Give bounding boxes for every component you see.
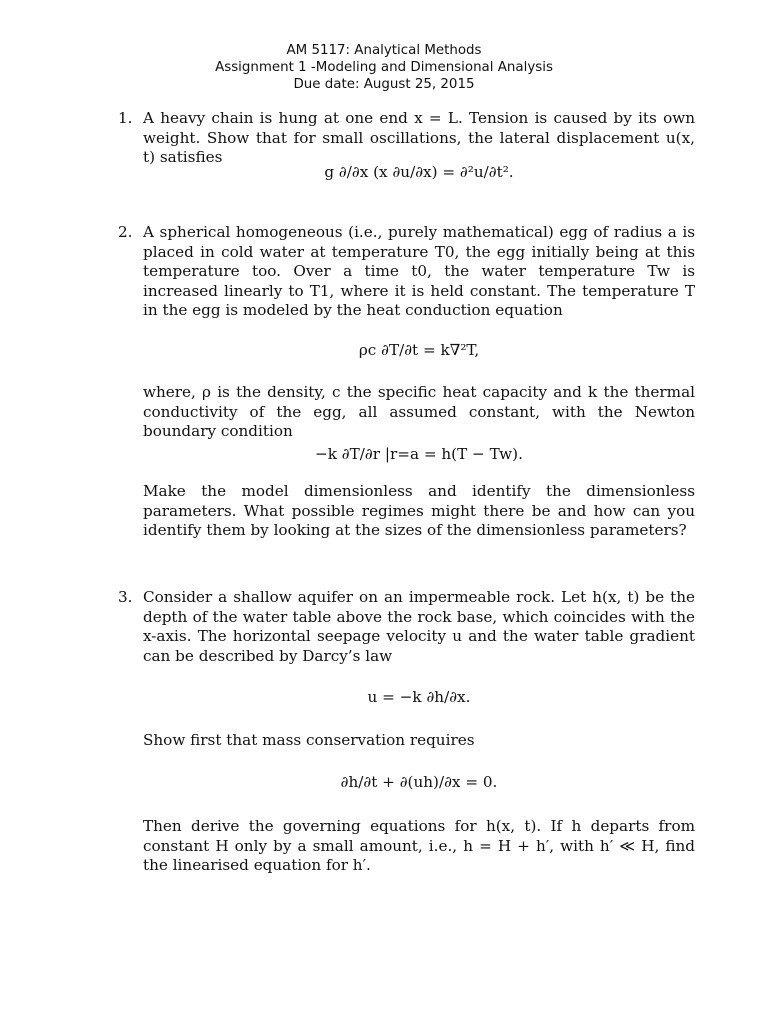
problem-number: 1. (118, 109, 133, 127)
equation-text: g ∂/∂x (x ∂u/∂x) = ∂²u/∂t². (324, 163, 514, 181)
document-header (0, 42, 768, 93)
equation-boundary (143, 445, 695, 465)
equation-text: −k ∂T/∂r |r=a = h(T − Tw). (315, 445, 523, 463)
course-title: AM 5117: Analytical Methods (286, 43, 482, 58)
equation-text: ρc ∂T/∂t = k∇²T, (358, 341, 480, 359)
problem-text-3: Make the model dimensionless and identify the dimensionless parameters. What possible regimes might there be and how can you identify them by looking at the sizes of the dimensionless parameters? (143, 482, 695, 540)
problem-text: A spherical homogeneous (i.e., purely mathematical) egg of radius a is placed in cold water at temperature T0, the egg initially being at this temperature too. Over a time t0, the water temperature Tw is increased linearly to T1, where it is held constant. The temperature T in the egg is modeled by the heat conduction equation (143, 223, 695, 320)
equation-darcy (143, 688, 695, 708)
assignment-title: Assignment 1 -Modeling and Dimensional Analysis (215, 60, 553, 75)
problem-number: 2. (118, 223, 133, 241)
problem-text-3: Then derive the governing equations for h(x, t). If h departs from constant H only by a small amount, i.e., h = H + h′, with h′ ≪ H, find the linearised equation for h′. (143, 817, 695, 875)
problem-number: 3. (118, 588, 133, 606)
problem-text: Consider a shallow aquifer on an impermeable rock. Let h(x, t) be the depth of the water table above the rock base, which coincides with the x-axis. The horizontal seepage velocity u and the water table gradient can be described by Darcy’s law (143, 588, 695, 665)
equation-mass-conservation (143, 773, 695, 793)
due-date: Due date: August 25, 2015 (293, 77, 475, 92)
problem-text-2: where, ρ is the density, c the specific heat capacity and k the thermal conductivity of the egg, all assumed constant, with the Newton boundary condition (143, 383, 695, 441)
problem-text: A heavy chain is hung at one end x = L. Tension is caused by its own weight. Show that for small oscillations, the lateral displacement u(x, t) satisfies (143, 109, 695, 167)
problem-text-2: Show first that mass conservation requires (143, 731, 475, 749)
equation-text: ∂h/∂t + ∂(uh)/∂x = 0. (340, 773, 498, 791)
equation-heat (143, 341, 695, 361)
equation-chain (143, 163, 695, 183)
equation-text: u = −k ∂h/∂x. (367, 688, 471, 706)
